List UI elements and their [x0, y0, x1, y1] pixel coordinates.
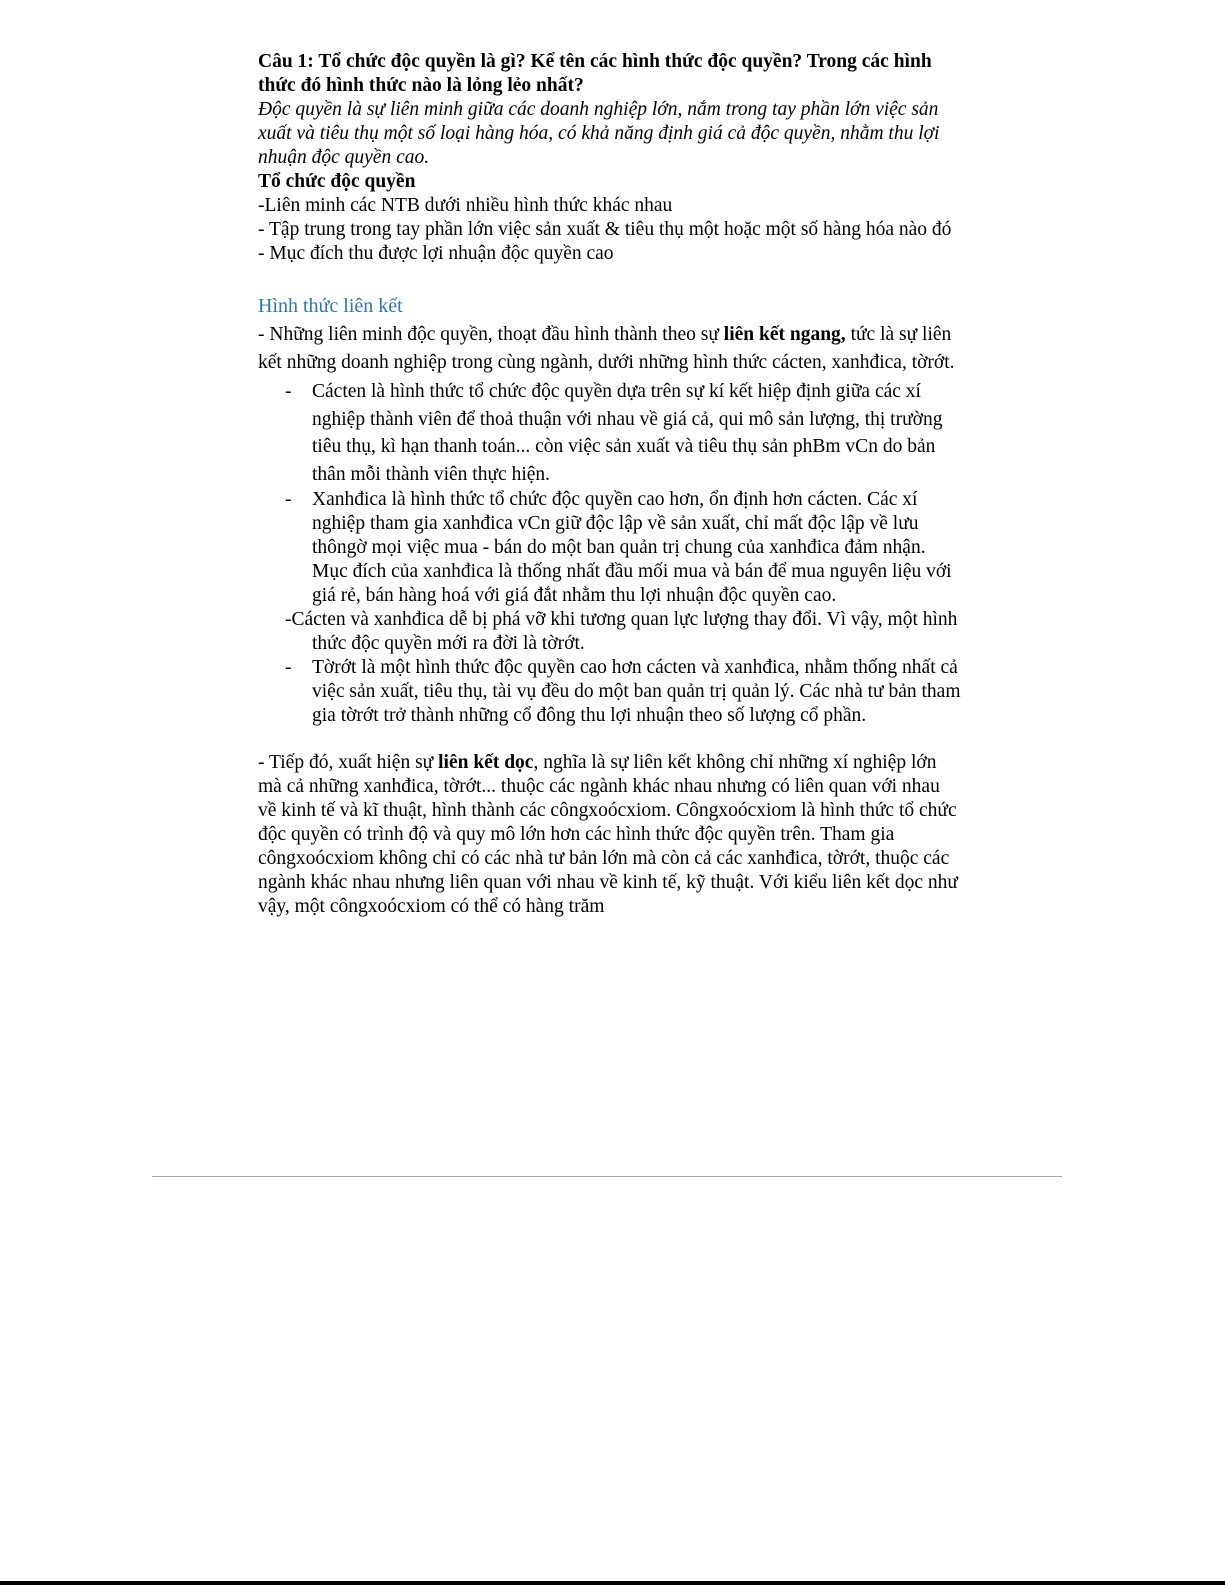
- org-line: - Tập trung trong tay phần lớn việc sản xuất & tiêu thụ một hoặc một số hàng hóa nào đó: [258, 219, 952, 240]
- document-page: [258, 50, 963, 919]
- form-bullet-list: [258, 378, 963, 608]
- horizontal-link-term: liên kết ngang,: [723, 324, 846, 345]
- bullet-cartel: [258, 378, 963, 488]
- bullet-syndicate: [258, 488, 963, 608]
- cartel-syndicate-note: -Cácten và xanhđica dễ bị phá vỡ khi tương quan lực lượng thay đổi. Vì vậy, một hình thức độc quyền mới ra đời là tờrớt.: [285, 609, 958, 654]
- bullet-text: Tờrớt là một hình thức độc quyền cao hơn cácten và xanhđica, nhằm thống nhất cả việc sản xuất, tiêu thụ, tài vụ đều do một ban quản trị quản lý. Các nhà tư bản tham gia tờrớt trở thành những cổ đông thu lợi nhuận theo số lượng cổ phần.: [312, 657, 961, 726]
- heading-link-forms: Hình thức liên kết: [258, 295, 403, 317]
- horizontal-link-prefix: - Những liên minh độc quyền, thoạt đầu hình thành theo sự: [258, 324, 724, 345]
- bullet-dash: -: [285, 489, 292, 510]
- question-title: Câu 1: Tổ chức độc quyền là gì? Kể tên các hình thức độc quyền? Trong các hình thức đó hình thức nào là lỏng lẻo nhất?: [258, 51, 932, 96]
- section-title-organization: Tổ chức độc quyền: [258, 171, 416, 192]
- vertical-link-paragraph: [258, 751, 963, 919]
- horizontal-link-paragraph: [258, 321, 963, 376]
- monopoly-definition: Độc quyền là sự liên minh giữa các doanh nghiệp lớn, nắm trong tay phần lớn việc sản xuất và tiêu thụ một số loại hàng hóa, có khả năng định giá cả độc quyền, nhằm thu lợi nhuận độc quyền cao.: [258, 99, 940, 168]
- vertical-link-suffix: , nghĩa là sự liên kết không chỉ những xí nghiệp lớn mà cả những xanhđica, tờrớt... thuộc các ngành khác nhau nhưng có liên quan với nhau về kinh tế và kĩ thuật, hình thành các côngxoócxiom. Côngxoócxiom là hình thức tổ chức độc quyền có trình độ và quy mô lớn hơn các hình thức độc quyền trên. Tham gia côngxoócxiom không chỉ có các nhà tư bản lớn mà còn cả các xanhđica, tờrớt, thuộc các ngành khác nhau nhưng liên quan với nhau về kinh tế, kỹ thuật. Với kiểu liên kết dọc như vậy, một côngxoócxiom có thể có hàng trăm: [258, 752, 958, 917]
- bullet-text: Xanhđica là hình thức tổ chức độc quyền cao hơn, ổn định hơn cácten. Các xí nghiệp tham gia xanhđica vCn giữ độc lập về sản xuất, chỉ mất độc lập về lưu thôngờ mọi việc mua - bán do một ban quản trị chung của xanhđica đảm nhận. Mục đích của xanhđica là thống nhất đầu mối mua và bán để mua nguyên liệu với giá rẻ, bán hàng hoá với giá đắt nhằm thu lợi nhuận độc quyền cao.: [312, 489, 952, 606]
- horizontal-link-suffix: tức là sự liên kết những doanh nghiệp trong cùng ngành, dưới những hình thức cácten, xanhđica, tờrớt.: [258, 324, 955, 373]
- vertical-link-prefix: - Tiếp đó, xuất hiện sự: [258, 752, 439, 773]
- bullet-dash: -: [285, 381, 292, 402]
- bullet-dash: -: [285, 657, 292, 678]
- page-separator: [152, 1176, 1062, 1177]
- bullet-trust: [258, 656, 963, 728]
- trust-bullet-list: [258, 656, 963, 728]
- org-line: -Liên minh các NTB dưới nhiều hình thức khác nhau: [258, 195, 673, 216]
- vertical-link-term: liên kết dọc: [438, 752, 534, 773]
- page-bottom-edge: [0, 1581, 1225, 1585]
- bullet-text: Cácten là hình thức tổ chức độc quyền dựa trên sự kí kết hiệp định giữa các xí nghiệp thành viên để thoả thuận với nhau về giá cả, qui mô sản lượng, thị trường tiêu thụ, kì hạn thanh toán... còn việc sản xuất và tiêu thụ sản phBm vCn do bản thân mỗi thành viên thực hiện.: [312, 381, 943, 485]
- org-line: - Mục đích thu được lợi nhuận độc quyền cao: [258, 243, 614, 264]
